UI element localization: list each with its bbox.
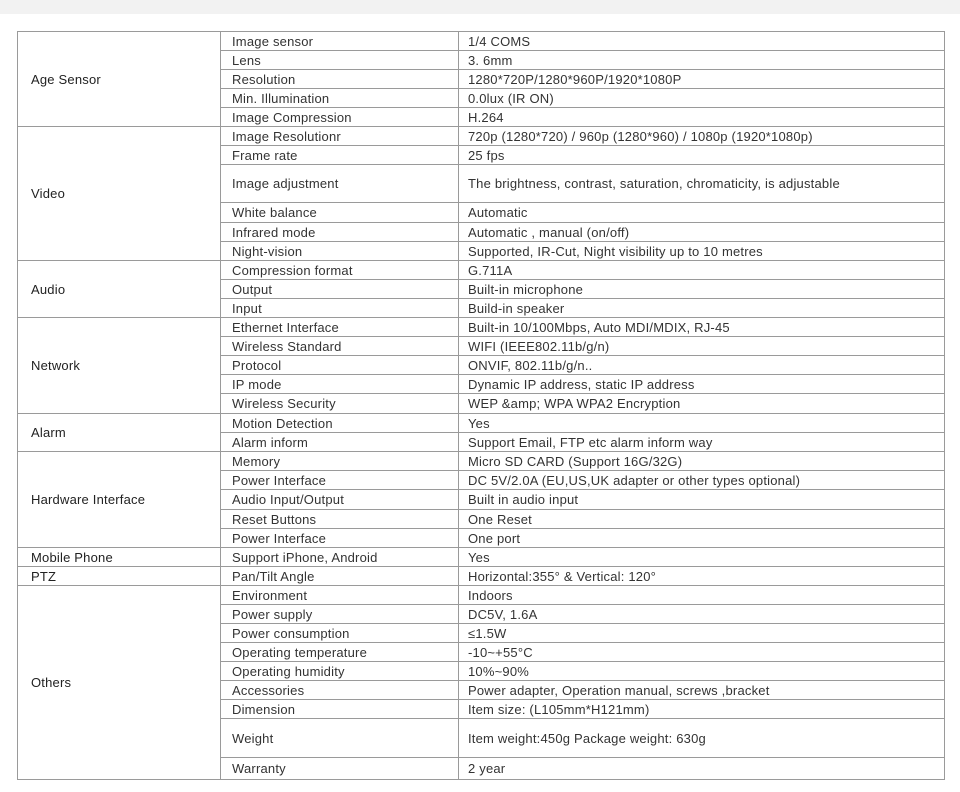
spec-label: Reset Buttons bbox=[221, 510, 459, 529]
spec-value: 720p (1280*720) / 960p (1280*960) / 1080p (1920*1080p) bbox=[459, 127, 945, 146]
spec-label: White balance bbox=[221, 203, 459, 223]
spec-label: Frame rate bbox=[221, 146, 459, 165]
spec-table bbox=[17, 31, 945, 780]
spec-value: Support Email, FTP etc alarm inform way bbox=[459, 433, 945, 452]
spec-value: ≤1.5W bbox=[459, 624, 945, 643]
spec-label: Accessories bbox=[221, 681, 459, 700]
spec-value: Supported, IR-Cut, Night visibility up to 10 metres bbox=[459, 242, 945, 261]
category-cell: Network bbox=[18, 318, 221, 414]
category-cell: Audio bbox=[18, 261, 221, 318]
spec-label: Power supply bbox=[221, 605, 459, 624]
spec-label: Wireless Standard bbox=[221, 337, 459, 356]
spec-row bbox=[18, 567, 945, 586]
spec-value: The brightness, contrast, saturation, chromaticity, is adjustable bbox=[459, 165, 945, 203]
spec-label: Power Interface bbox=[221, 529, 459, 548]
spec-value: Automatic , manual (on/off) bbox=[459, 223, 945, 242]
spec-value: Power adapter, Operation manual, screws ,bracket bbox=[459, 681, 945, 700]
spec-value: Indoors bbox=[459, 586, 945, 605]
spec-value: One port bbox=[459, 529, 945, 548]
spec-label: Operating humidity bbox=[221, 662, 459, 681]
spec-value: Built in audio input bbox=[459, 490, 945, 510]
category-cell: Alarm bbox=[18, 414, 221, 452]
spec-label: Protocol bbox=[221, 356, 459, 375]
spec-value: DC 5V/2.0A (EU,US,UK adapter or other types optional) bbox=[459, 471, 945, 490]
spec-value: Micro SD CARD (Support 16G/32G) bbox=[459, 452, 945, 471]
spec-value: 0.0lux (IR ON) bbox=[459, 89, 945, 108]
spec-label: Wireless Security bbox=[221, 394, 459, 414]
top-bar bbox=[0, 0, 960, 14]
spec-value: Horizontal:355° & Vertical: 120° bbox=[459, 567, 945, 586]
spec-value: WIFI (IEEE802.11b/g/n) bbox=[459, 337, 945, 356]
spec-value: Automatic bbox=[459, 203, 945, 223]
category-cell: Video bbox=[18, 127, 221, 261]
spec-label: Operating temperature bbox=[221, 643, 459, 662]
spec-value: Yes bbox=[459, 414, 945, 433]
spec-row bbox=[18, 32, 945, 51]
spec-label: Min. Illumination bbox=[221, 89, 459, 108]
spec-value: Built-in 10/100Mbps, Auto MDI/MDIX, RJ-45 bbox=[459, 318, 945, 337]
spec-label: Motion Detection bbox=[221, 414, 459, 433]
spec-label: Power consumption bbox=[221, 624, 459, 643]
spec-value: One Reset bbox=[459, 510, 945, 529]
spec-row bbox=[18, 452, 945, 471]
spec-label: Dimension bbox=[221, 700, 459, 719]
category-cell: PTZ bbox=[18, 567, 221, 586]
spec-value: 1280*720P/1280*960P/1920*1080P bbox=[459, 70, 945, 89]
category-cell: Age Sensor bbox=[18, 32, 221, 127]
spec-value: Dynamic IP address, static IP address bbox=[459, 375, 945, 394]
spec-value: G.711A bbox=[459, 261, 945, 280]
spec-label: Power Interface bbox=[221, 471, 459, 490]
spec-label: Compression format bbox=[221, 261, 459, 280]
spec-value: H.264 bbox=[459, 108, 945, 127]
spec-value: -10~+55°C bbox=[459, 643, 945, 662]
category-cell: Others bbox=[18, 586, 221, 780]
spec-label: Alarm inform bbox=[221, 433, 459, 452]
spec-row bbox=[18, 414, 945, 433]
spec-label: Weight bbox=[221, 719, 459, 758]
spec-label: Image Resolutionr bbox=[221, 127, 459, 146]
spec-label: Memory bbox=[221, 452, 459, 471]
spec-value: 3. 6mm bbox=[459, 51, 945, 70]
spec-row bbox=[18, 586, 945, 605]
spec-value: Item weight:450g Package weight: 630g bbox=[459, 719, 945, 758]
spec-label: Lens bbox=[221, 51, 459, 70]
spec-label: Output bbox=[221, 280, 459, 299]
spec-label: Image Compression bbox=[221, 108, 459, 127]
spec-row bbox=[18, 127, 945, 146]
spec-row bbox=[18, 261, 945, 280]
spec-label: Audio Input/Output bbox=[221, 490, 459, 510]
spec-value: Item size: (L105mm*H121mm) bbox=[459, 700, 945, 719]
spec-value: Build-in speaker bbox=[459, 299, 945, 318]
category-cell: Hardware Interface bbox=[18, 452, 221, 548]
spec-value: Yes bbox=[459, 548, 945, 567]
spec-value: 2 year bbox=[459, 758, 945, 780]
spec-label: Pan/Tilt Angle bbox=[221, 567, 459, 586]
spec-value: 1/4 COMS bbox=[459, 32, 945, 51]
spec-table-body bbox=[18, 32, 945, 780]
spec-value: 25 fps bbox=[459, 146, 945, 165]
spec-label: Support iPhone, Android bbox=[221, 548, 459, 567]
spec-label: Environment bbox=[221, 586, 459, 605]
spec-label: Infrared mode bbox=[221, 223, 459, 242]
spec-label: Image sensor bbox=[221, 32, 459, 51]
category-cell: Mobile Phone bbox=[18, 548, 221, 567]
spec-value: ONVIF, 802.11b/g/n.. bbox=[459, 356, 945, 375]
spec-label: Input bbox=[221, 299, 459, 318]
spec-label: Ethernet Interface bbox=[221, 318, 459, 337]
spec-row bbox=[18, 548, 945, 567]
spec-label: Resolution bbox=[221, 70, 459, 89]
spec-label: IP mode bbox=[221, 375, 459, 394]
spec-value: 10%~90% bbox=[459, 662, 945, 681]
spec-value: DC5V, 1.6A bbox=[459, 605, 945, 624]
spec-value: WEP &amp; WPA WPA2 Encryption bbox=[459, 394, 945, 414]
spec-label: Warranty bbox=[221, 758, 459, 780]
spec-value: Built-in microphone bbox=[459, 280, 945, 299]
spec-label: Image adjustment bbox=[221, 165, 459, 203]
spec-label: Night-vision bbox=[221, 242, 459, 261]
spec-row bbox=[18, 318, 945, 337]
